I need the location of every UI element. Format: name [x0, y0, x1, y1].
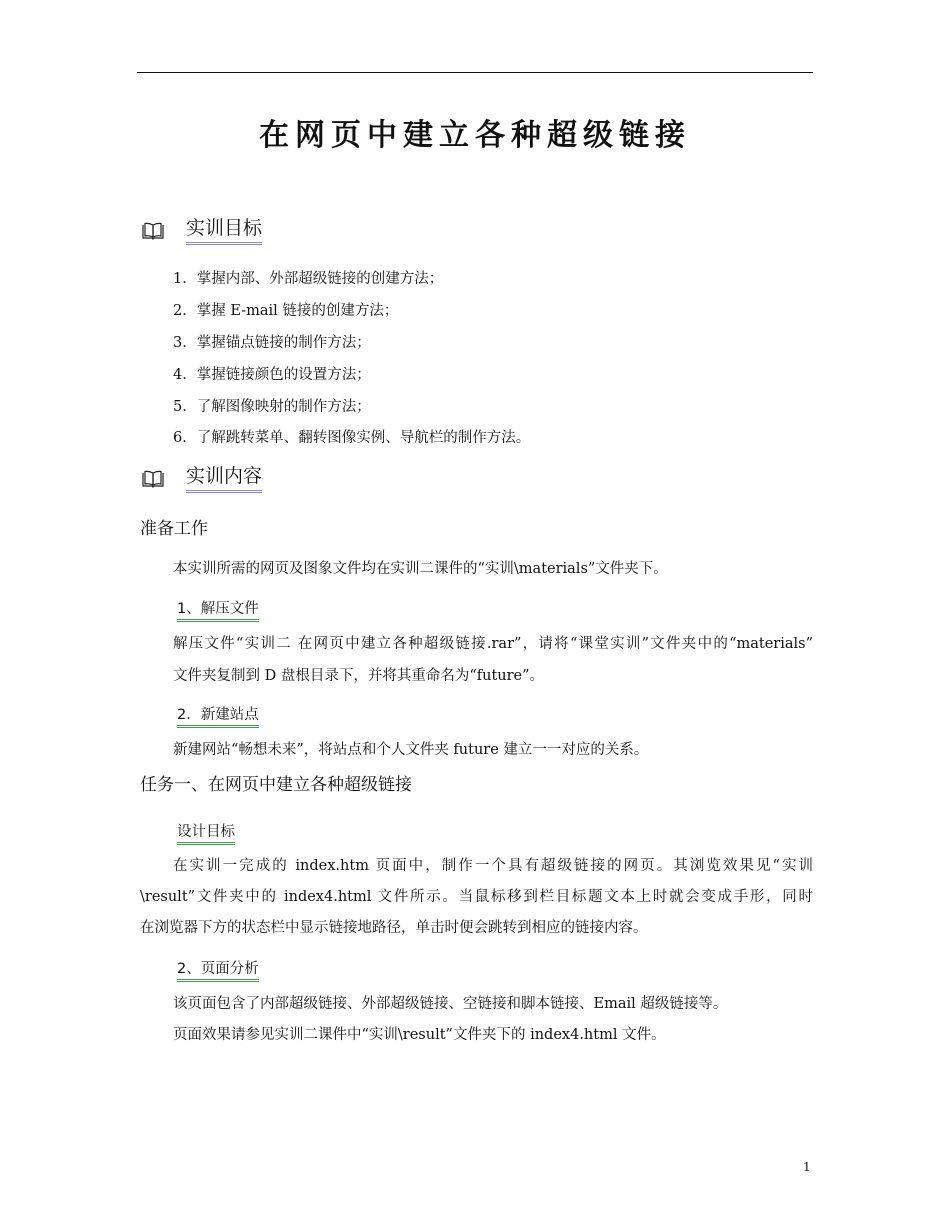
step1-line1: 解压文件“实训二 在网页中建立各种超级链接.rar”，请将“课堂实训”文件夹中的“materials” — [173, 636, 813, 652]
section-goals-heading — [142, 216, 262, 245]
goal-item-3: 3．掌握锚点链接的制作方法； — [173, 335, 371, 351]
goal-item-2: 2．掌握 E-mail 链接的创建方法； — [173, 303, 399, 319]
book-icon — [142, 470, 164, 488]
page-title: 在网页中建立各种超级链接 — [259, 118, 691, 153]
section-content-label: 实训内容 — [186, 464, 262, 493]
task1-heading: 任务一、在网页中建立各种超级链接 — [140, 775, 412, 795]
step1-line2: 文件夹复制到 D 盘根目录下，并将其重命名为“future”。 — [173, 668, 545, 684]
goal-item-6: 6．了解跳转菜单、翻转图像实例、导航栏的制作方法。 — [173, 430, 531, 446]
prep-heading: 准备工作 — [140, 519, 208, 539]
section-goals-label: 实训目标 — [186, 216, 262, 245]
analysis-line2: 页面效果请参见实训二课件中“实训\result”文件夹下的 index4.html 文件。 — [173, 1027, 666, 1043]
design-heading: 设计目标 — [177, 823, 235, 845]
design-line3: 在浏览器下方的状态栏中显示链接地路径，单击时便会跳转到相应的链接内容。 — [140, 920, 648, 936]
page-number: 1 — [803, 1160, 811, 1174]
analysis-line1: 该页面包含了内部超级链接、外部超级链接、空链接和脚本链接、Email 超级链接等。 — [173, 996, 728, 1012]
section-content-heading — [142, 464, 262, 493]
step1-heading: 1、解压文件 — [177, 600, 259, 622]
goal-item-4: 4．掌握链接颜色的设置方法； — [173, 367, 371, 383]
prep-intro: 本实训所需的网页及图象文件均在实训二课件的“实训\materials”文件夹下。 — [173, 561, 668, 577]
goal-item-1: 1．掌握内部、外部超级链接的创建方法； — [173, 271, 444, 287]
step2-heading: 2．新建站点 — [177, 706, 259, 728]
analysis-heading: 2、页面分析 — [177, 960, 259, 982]
step2-line1: 新建网站“畅想未来”，将站点和个人文件夹 future 建立一一对应的关系。 — [173, 742, 649, 758]
design-line2: \result”文件夹中的 index4.html 文件所示。当鼠标移到栏目标题文本上时就会变成手形，同时 — [140, 889, 813, 905]
design-line1: 在实训一完成的 index.htm 页面中，制作一个具有超级链接的网页。其浏览效果见“实训 — [173, 858, 813, 874]
goal-item-5: 5．了解图像映射的制作方法； — [173, 399, 371, 415]
header-rule — [137, 72, 813, 73]
book-icon — [142, 222, 164, 240]
